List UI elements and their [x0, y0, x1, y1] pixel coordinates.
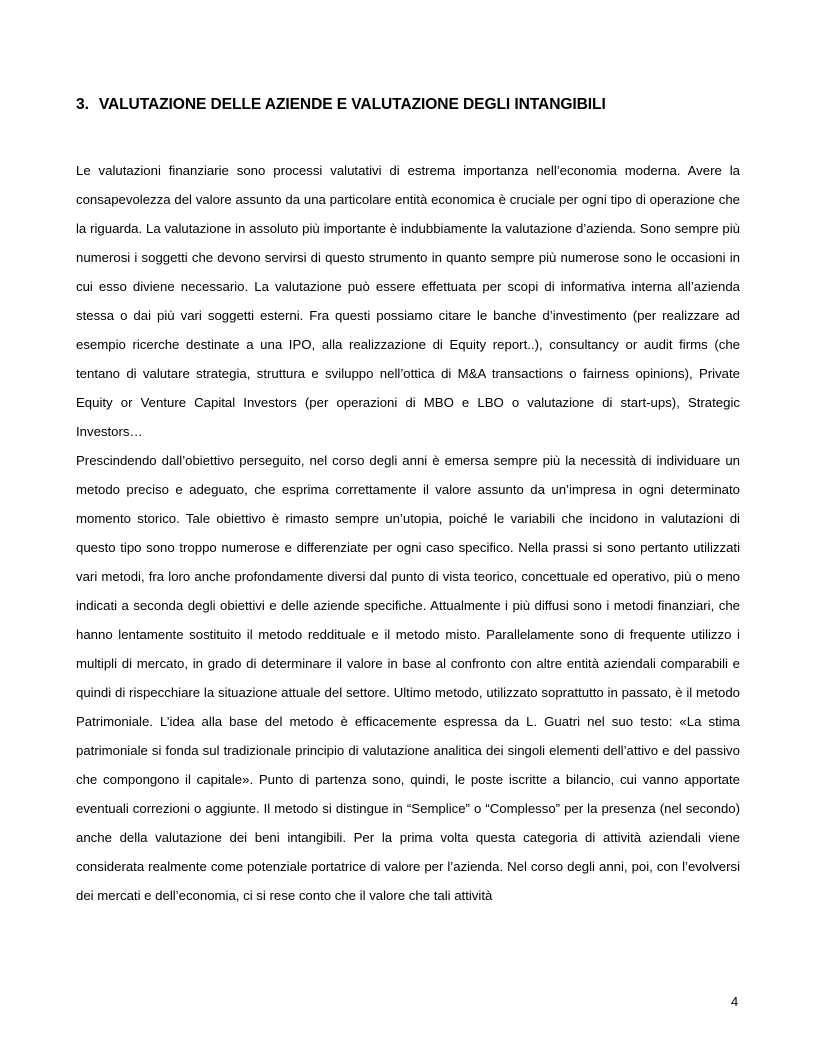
section-title: VALUTAZIONE DELLE AZIENDE E VALUTAZIONE DEGLI INTANGIBILI — [98, 96, 606, 113]
paragraph-2: Prescindendo dall’obiettivo perseguito, nel corso degli anni è emersa sempre più la necessità di individuare un metodo preciso e adeguato, che esprima correttamente il valore assunto da un’impresa in ogni determinato momento storico. Tale obiettivo è rimasto sempre un’utopia, poiché le variabili che incidono in valutazioni di questo tipo sono troppo numerose e differenziate per ogni caso specifico. Nella prassi si sono pertanto utilizzati vari metodi, fra loro anche profondamente diversi dal punto di vista teorico, concettuale ed operativo, più o meno indicati a seconda degli obiettivi e delle aziende specifiche. Attualmente i più diffusi sono i metodi finanziari, che hanno lentamente sostituito il metodo reddituale e il metodo misto. Parallelamente sono di frequente utilizzo i multipli di mercato, in grado di determinare il valore in base al confronto con altre entità aziendali comparabili e quindi di rispecchiare la situazione attuale del settore. Ultimo metodo, utilizzato soprattutto in passato, è il metodo Patrimoniale. L’idea alla base del metodo è efficacemente espressa da L. Guatri nel suo testo: «La stima patrimoniale si fonda sul tradizionale principio di valutazione analitica dei singoli elementi dell’attivo e del passivo che compongono il capitale». Punto di partenza sono, quindi, le poste iscritte a bilancio, cui vanno apportate eventuali correzioni o aggiunte. Il metodo si distingue in “Semplice” o “Complesso” per la presenza (nel secondo) anche della valutazione dei beni intangibili. Per la prima volta questa categoria di attività aziendali viene considerata realmente come potenziale portatrice di valore per l’azienda. Nel corso degli anni, poi, con l’evolversi dei mercati e dell’economia, ci si rese conto che il valore che tali attività — [76, 453, 740, 903]
section-heading — [76, 95, 746, 115]
section-number: 3. — [76, 96, 89, 113]
paragraph-1: Le valutazioni finanziarie sono processi valutativi di estrema importanza nell’economia moderna. Avere la consapevolezza del valore assunto da una particolare entità economica è cruciale per ogni tipo di operazione che la riguarda. La valutazione in assoluto più importante è indubbiamente la valutazione d’azienda. Sono sempre più numerosi i soggetti che devono servirsi di questo strumento in quanto sempre più numerose sono le occasioni in cui esso diviene necessario. La valutazione può essere effettuata per scopi di informativa interna all’azienda stessa o dai più vari soggetti esterni. Fra questi possiamo citare le banche d’investimento (per realizzare ad esempio ricerche destinate a una IPO, alla realizzazione di Equity report..), consultancy or audit firms (che tentano di valutare strategia, struttura e sviluppo nell’ottica di M&A transactions o fairness opinions), Private Equity or Venture Capital Investors (per operazioni di MBO e LBO o valutazione di start-ups), Strategic Investors… — [76, 163, 740, 439]
page-number: 4 — [731, 994, 739, 1009]
body-text — [76, 156, 740, 910]
